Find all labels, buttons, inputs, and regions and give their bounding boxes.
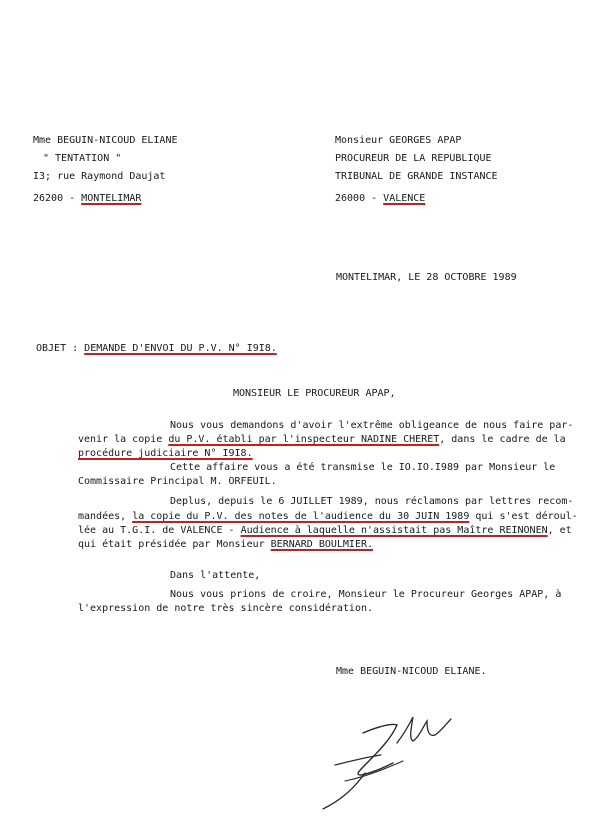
recipient-title: PROCUREUR DE LA REPUBLIQUE <box>335 153 492 164</box>
p3-line3-b: Audience à laquelle n'assistait pas Maître REINONEN <box>240 525 548 536</box>
p2-line1: Cette affaire vous a été transmise le IO.IO.I989 par Monsieur le <box>170 462 556 473</box>
p3-line1: Deplus, depuis le 6 JUILLET 1989, nous réclamons par lettres recom- <box>170 496 574 507</box>
p3-line3-c: , et <box>547 525 572 536</box>
sender-postcode: 26200 - <box>33 193 82 204</box>
recipient-court: TRIBUNAL DE GRANDE INSTANCE <box>335 171 498 182</box>
p1-line2-a: venir la copie <box>78 434 169 445</box>
p5-line2: l'expression de notre très sincère considération. <box>78 603 374 614</box>
sender-city-line <box>33 193 141 205</box>
p3-line4-a: qui était présidée par Monsieur <box>78 539 271 550</box>
recipient-city: VALENCE <box>383 193 426 204</box>
p3-line4-b: BERNARD BOULMIER. <box>270 539 374 550</box>
sender-line2: " TENTATION " <box>43 153 122 164</box>
p1-line2-b: du P.V. établi par l'inspecteur NADINE CHERET <box>168 434 440 445</box>
recipient-city-line <box>335 193 425 205</box>
salutation: MONSIEUR LE PROCUREUR APAP, <box>233 388 396 399</box>
p3-line2 <box>78 511 578 523</box>
p3-line2-a: mandées, <box>78 511 133 522</box>
p5-line1: Nous vous prions de croire, Monsieur le Procureur Georges APAP, à <box>170 589 562 600</box>
signature-stroke <box>323 773 365 809</box>
object-label: OBJET : <box>36 343 85 354</box>
signature-stroke <box>358 724 397 775</box>
p1-line2 <box>78 434 566 446</box>
recipient-name: Monsieur GEORGES APAP <box>335 135 462 146</box>
date-line: MONTELIMAR, LE 28 OCTOBRE 1989 <box>336 272 517 283</box>
object-line <box>36 343 277 355</box>
object-value: DEMANDE D'ENVOI DU P.V. N° I9I8. <box>84 343 277 354</box>
closing-name: Mme BEGUIN-NICOUD ELIANE. <box>336 666 487 677</box>
sender-street: I3; rue Raymond Daujat <box>33 171 166 182</box>
p1-line3: procédure judiciaire N° I9I8. <box>78 448 253 459</box>
p1-line2-c: , dans le cadre de la <box>439 434 566 445</box>
p3-line2-c: qui s'est déroul- <box>469 511 578 522</box>
signature-stroke <box>397 717 451 743</box>
signature <box>305 705 475 815</box>
p2-line2: Commissaire Principal M. ORFEUIL. <box>78 476 277 487</box>
p4-line: Dans l'attente, <box>170 570 261 581</box>
p3-line3-a: lée au T.G.I. de VALENCE - <box>78 525 241 536</box>
signature-stroke <box>335 755 381 765</box>
sender-name: Mme BEGUIN-NICOUD ELIANE <box>33 135 178 146</box>
p3-line3 <box>78 525 572 537</box>
p1-line1: Nous vous demandons d'avoir l'extrême obligeance de nous faire par- <box>170 420 574 431</box>
p3-line2-b: la copie du P.V. des notes de l'audience du 30 JUIN 1989 <box>132 511 470 522</box>
sender-city: MONTELIMAR <box>81 193 142 204</box>
p3-line4 <box>78 539 373 551</box>
recipient-postcode: 26000 - <box>335 193 384 204</box>
